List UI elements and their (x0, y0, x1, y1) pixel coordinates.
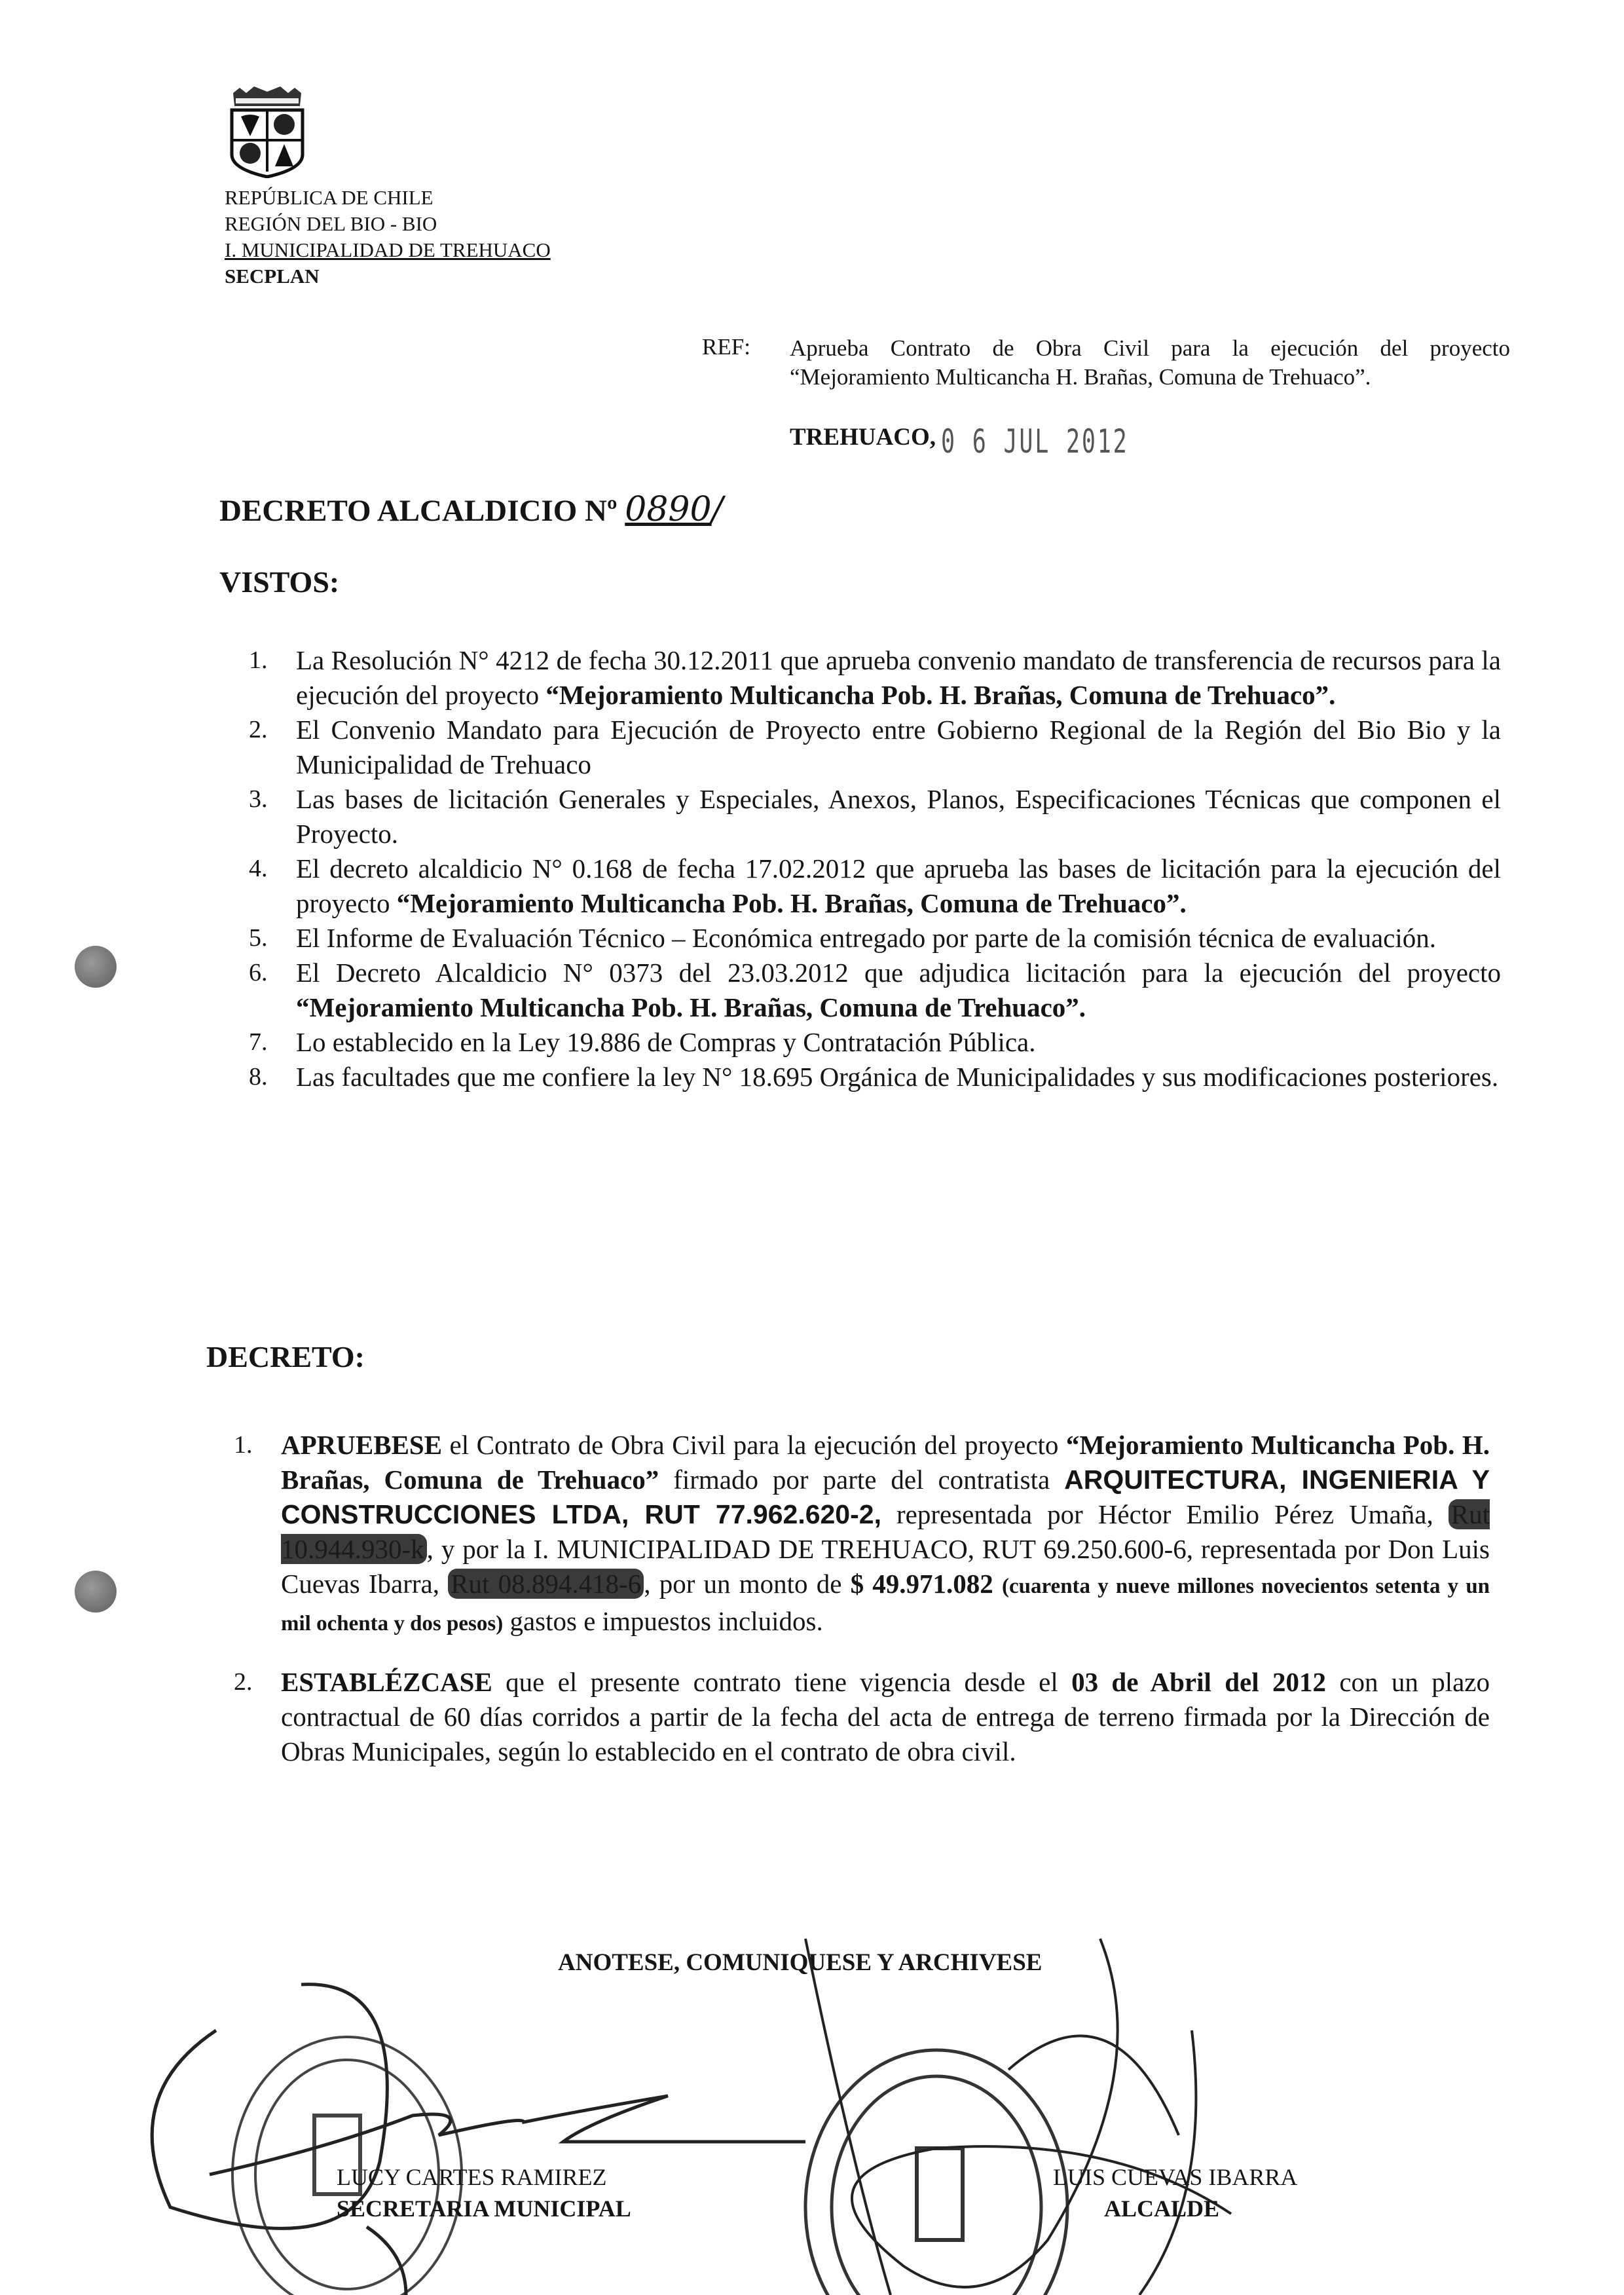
list-item (249, 713, 1501, 782)
item-number: 4. (249, 855, 268, 882)
place-date (790, 422, 1209, 460)
item-text: representada por Héctor Emilio Pérez Umaña, (881, 1499, 1449, 1529)
punch-hole (75, 1571, 117, 1613)
signer-role: ALCALDE (1104, 2195, 1220, 2222)
list-item (234, 1665, 1490, 1769)
list-item (249, 1060, 1501, 1094)
item-text: “Mejoramiento Multicancha Pob. H. Brañas, Comuna de Trehuaco”. (296, 992, 1086, 1022)
item-text: El Decreto Alcaldicio N° 0373 del 23.03.2012 que adjudica licitación para la ejecución del proyecto (296, 958, 1501, 988)
item-number: 5. (249, 924, 268, 952)
item-number: 8. (249, 1063, 268, 1091)
item-text: Las bases de licitación Generales y Especiales, Anexos, Planos, Especificaciones Técnicas que componen el Proyecto. (296, 784, 1501, 849)
vistos-heading: VISTOS: (219, 565, 340, 599)
item-text: Lo establecido en la Ley 19.886 de Compras y Contratación Pública. (296, 1027, 1036, 1057)
vistos-list (249, 643, 1501, 1094)
item-text: el Contrato de Obra Civil para la ejecución del proyecto (442, 1430, 1066, 1460)
signer-role: SECRETARIA MUNICIPAL (337, 2195, 631, 2222)
list-item (249, 956, 1501, 1025)
letterhead-municipality: I. MUNICIPALIDAD DE TREHUACO (225, 238, 551, 261)
signer-name: LUIS CUEVAS IBARRA (1053, 2164, 1298, 2190)
list-item (234, 1428, 1490, 1641)
item-text: ARQUITECTURA, INGENIERIA Y CONSTRUCCIONES LTDA, RUT 77.962.620-2, (281, 1465, 1490, 1529)
item-text: El decreto alcaldicio N° 0.168 de fecha 17.02.2012 que aprueba las bases de licitación para la ejecución del proyecto (296, 853, 1501, 918)
item-number: 2. (249, 716, 268, 743)
item-text: “Mejoramiento Multicancha Pob. H. Brañas, Comuna de Trehuaco”. (545, 680, 1336, 710)
decree-number-handwritten: 0890 (625, 490, 712, 529)
item-text (993, 1569, 1002, 1599)
place: TREHUACO, (790, 424, 936, 451)
item-text: APRUEBESE (281, 1430, 443, 1460)
ref-text: Aprueba Contrato de Obra Civil para la ejecución del proyecto “Mejoramiento Multicancha H. Brañas, Comuna de Trehuaco”. (790, 335, 1510, 390)
list-item (249, 1025, 1501, 1060)
item-text: “Mejoramiento Multicancha Pob. H. Brañas, Comuna de Trehuaco” (281, 1430, 1490, 1495)
right-seal (805, 2050, 1067, 2295)
item-number: 3. (249, 785, 268, 813)
item-number: 6. (249, 959, 268, 986)
letterhead-country: REPÚBLICA DE CHILE (225, 186, 434, 209)
letterhead-department: SECPLAN (225, 265, 320, 288)
page-title: DECRETO ALCALDICIO Nº 0890/ (219, 490, 724, 529)
signer-name: LUCY CARTES RAMIREZ (337, 2164, 607, 2190)
item-text: que el presente contrato tiene vigencia desde el (492, 1667, 1072, 1697)
signature-block-mayor (1053, 2161, 1297, 2224)
item-number: 2. (234, 1668, 253, 1696)
item-text: “Mejoramiento Multicancha Pob. H. Brañas, Comuna de Trehuaco”. (396, 888, 1187, 918)
item-text: ESTABLÉZCASE (281, 1667, 492, 1697)
item-text: $ 49.971.082 (850, 1569, 993, 1599)
item-text: gastos e impuestos incluidos. (503, 1606, 823, 1636)
decreto-list (234, 1428, 1490, 1769)
decree-title: DECRETO ALCALDICIO Nº (219, 494, 618, 528)
list-item (249, 921, 1501, 956)
signature-mayor (805, 1939, 1231, 2295)
date-stamp: 0 6 JUL 2012 (941, 422, 1129, 460)
item-text: , por un monto de (644, 1569, 851, 1599)
punch-hole (75, 946, 117, 988)
decreto-heading: DECRETO: (206, 1340, 365, 1373)
seals-and-signatures (131, 1899, 1506, 2295)
list-item (249, 643, 1501, 713)
item-text: El Convenio Mandato para Ejecución de Proyecto entre Gobierno Regional de la Región del Bio Bio y la Municipalidad de Trehuaco (296, 715, 1501, 779)
letterhead-region: REGIÓN DEL BIO - BIO (225, 212, 437, 235)
item-text: 03 de Abril del 2012 (1071, 1667, 1326, 1697)
item-text: (cuarenta y nueve millones novecientos setenta y un mil ochenta y dos pesos) (281, 1575, 1490, 1635)
redacted-rut: Rut 08.894.418-6 (448, 1569, 644, 1599)
item-text: , y por la I. MUNICIPALIDAD DE TREHUACO, RUT 69.250.600-6, representada por Don Luis Cuevas Ibarra, (281, 1534, 1490, 1599)
list-item (249, 851, 1501, 921)
signature-block-secretary (337, 2161, 631, 2224)
item-number: 7. (249, 1028, 268, 1056)
list-item (249, 782, 1501, 851)
redacted-rut: Rut 10.944.930-k (281, 1499, 1490, 1564)
municipal-crest-logo (227, 86, 308, 181)
item-text: con un plazo contractual de 60 días corridos a partir de la fecha del acta de entrega de terreno firmada por la Dirección de Obras Municipales, según lo establecido en el contrato de obra civil. (281, 1667, 1490, 1766)
item-text: El Informe de Evaluación Técnico – Económica entregado por parte de la comisión técnica de evaluación. (296, 923, 1436, 953)
closing-formula: ANOTESE, COMUNIQUESE Y ARCHIVESE (558, 1949, 1043, 1976)
item-text: firmado por parte del contratista (659, 1465, 1065, 1495)
item-text: La Resolución N° 4212 de fecha 30.12.2011 que aprueba convenio mandato de transferencia de recursos para la ejecución del proyecto (296, 645, 1501, 710)
item-number: 1. (249, 646, 268, 674)
item-number: 1. (234, 1431, 253, 1459)
letterhead (225, 185, 551, 289)
item-text: Las facultades que me confiere la ley N° 18.695 Orgánica de Municipalidades y sus modificaciones posteriores. (296, 1062, 1499, 1092)
ref-label: REF: (702, 334, 750, 360)
